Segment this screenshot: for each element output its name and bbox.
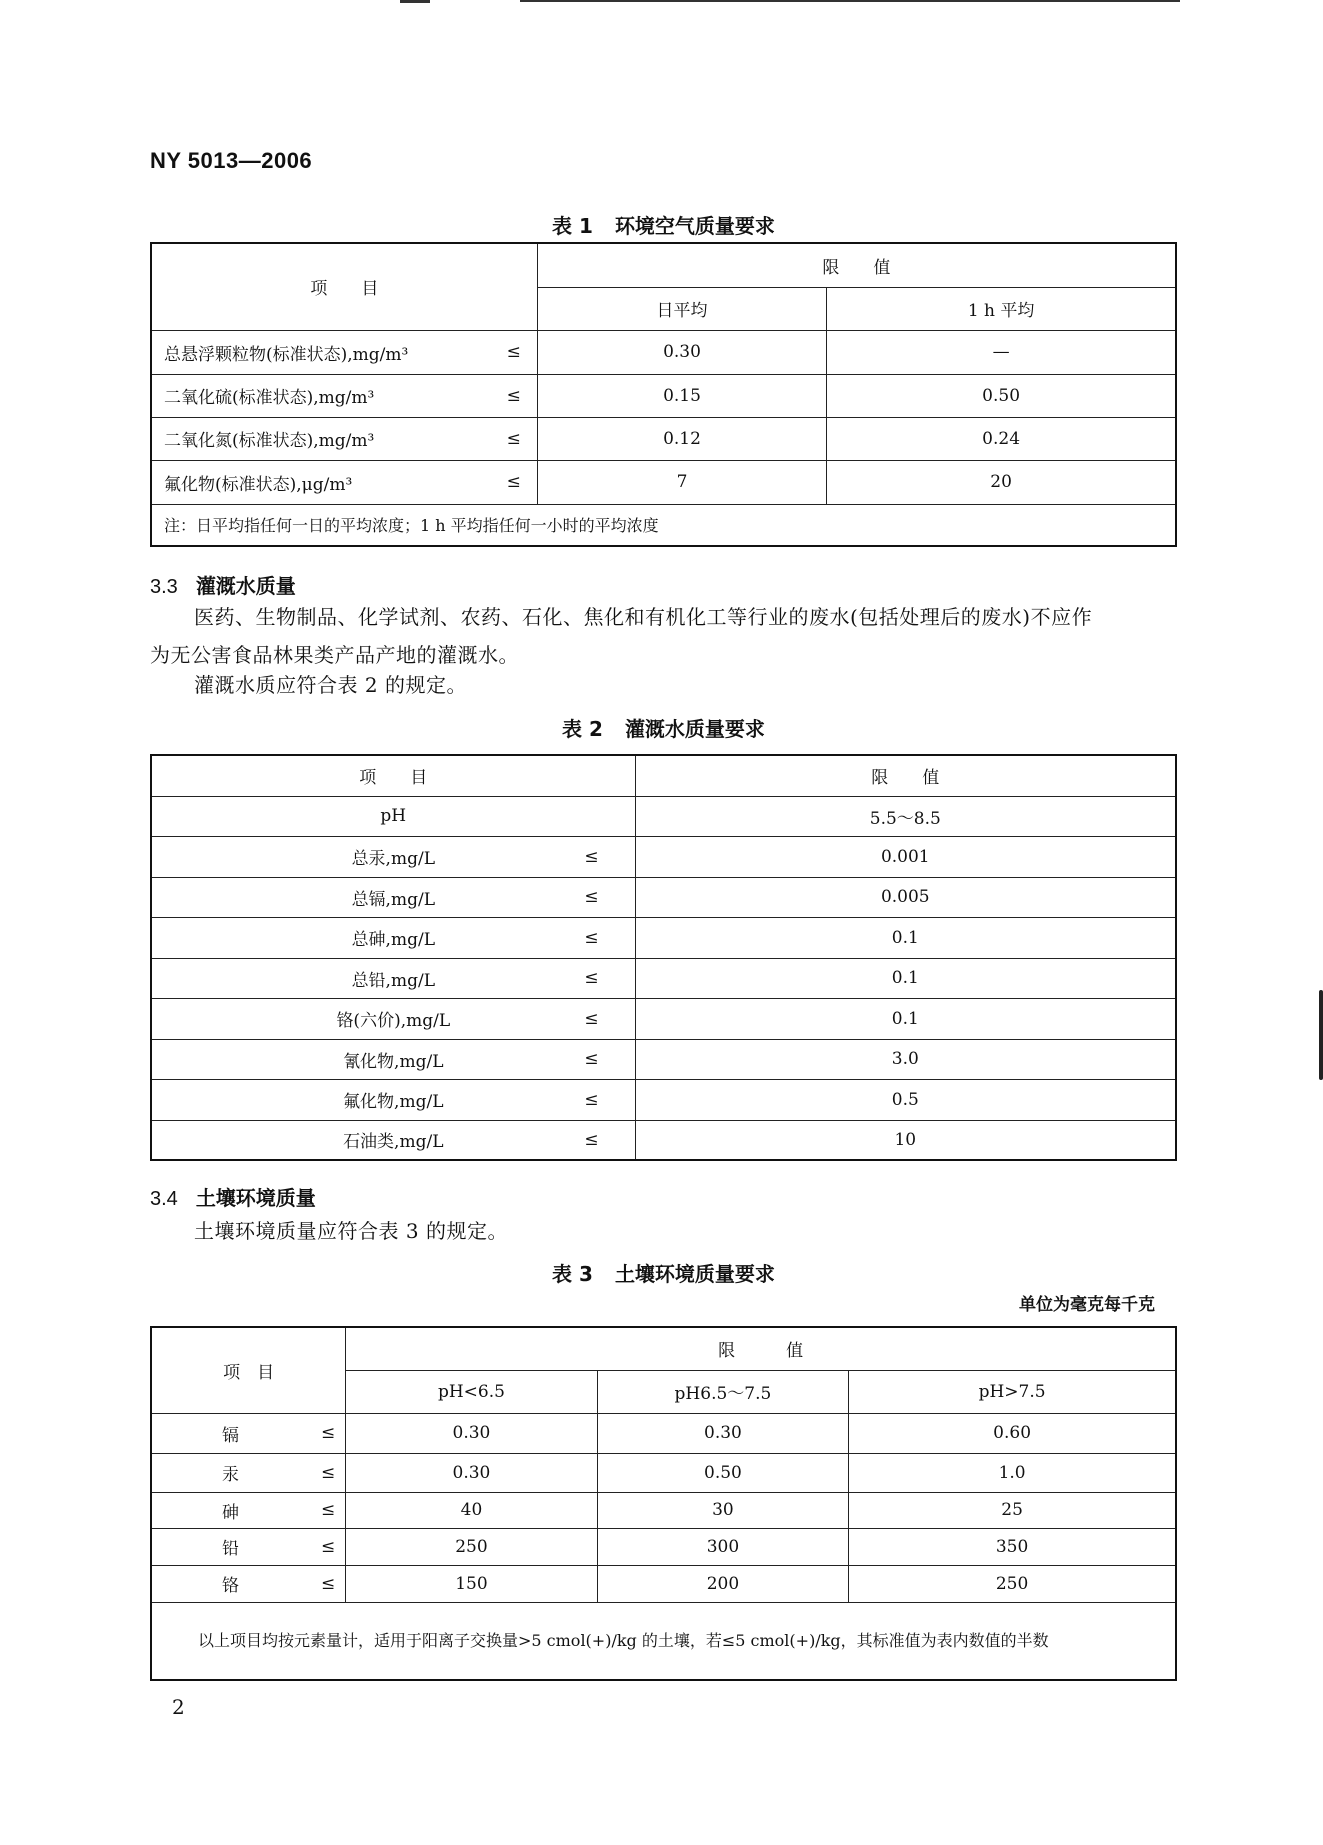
table-cell-item: [151, 998, 635, 1039]
table-cell-hourly: 20: [827, 460, 1176, 504]
table-cell-item: [151, 460, 537, 504]
item-label: 铬: [222, 1576, 239, 1596]
le-symbol: ≤: [320, 1536, 336, 1557]
paragraph-line: 灌溉水质应符合表 2 的规定。: [194, 673, 467, 697]
item-label: 总汞,mg/L: [351, 849, 435, 869]
table-cell-value: 40: [346, 1492, 598, 1528]
item-label: 总镉,mg/L: [351, 889, 435, 910]
item-label: 总铅,mg/L: [351, 970, 435, 991]
paragraph-line: 医药、生物制品、化学试剂、农药、石化、焦化和有机化工等行业的废水(包括处理后的废水)不应作: [194, 605, 1093, 629]
item-label: 二氧化硫(标准状态),mg/m³: [164, 388, 375, 408]
item-label: 石油类,mg/L: [343, 1132, 444, 1153]
table-cell-value: 0.30: [597, 1413, 848, 1453]
le-symbol: ≤: [506, 385, 521, 406]
table-row: [151, 1413, 1176, 1453]
table-cell-value: 150: [346, 1565, 598, 1602]
item-label: 铬(六价),mg/L: [336, 1011, 451, 1031]
table2-header-item: 项 目: [151, 755, 635, 796]
le-symbol: ≤: [584, 887, 599, 907]
table1-caption: [150, 210, 1177, 239]
table-row: [151, 796, 1176, 836]
le-symbol: ≤: [584, 927, 599, 948]
le-symbol: ≤: [506, 428, 521, 449]
item-label: 二氧化氮(标准状态),mg/m³: [164, 431, 375, 451]
section-title: 灌溉水质量: [195, 574, 296, 598]
table3-header-item: 项 目: [151, 1327, 346, 1413]
table1-header-hourly: 1 h 平均: [827, 287, 1176, 330]
table-row: [151, 836, 1176, 877]
table3-title: 土壤环境质量要求: [614, 1262, 775, 1286]
table3-header-ph-mid: pH6.5～7.5: [597, 1370, 848, 1413]
table2-irrigation-water: [150, 754, 1177, 1161]
le-symbol: ≤: [584, 1008, 599, 1029]
table-row: [151, 374, 1176, 417]
table-cell-value: 10: [635, 1120, 1176, 1160]
table-row: [151, 1565, 1176, 1602]
table-row: [151, 1453, 1176, 1492]
table-cell-daily: 0.30: [537, 330, 826, 374]
paragraph-line: 土壤环境质量应符合表 3 的规定。: [194, 1219, 508, 1243]
table-cell-value: 0.001: [635, 836, 1176, 877]
section-3-4-paragraph: [150, 1212, 1180, 1250]
table-cell-item: [151, 877, 635, 917]
item-label: 砷: [222, 1502, 239, 1523]
table3-number: 表 3: [552, 1262, 593, 1286]
table-cell-daily: 0.12: [537, 417, 826, 460]
table-cell-value: 0.50: [597, 1453, 848, 1492]
table-cell-value: 0.005: [635, 877, 1176, 917]
table-cell-value: 350: [849, 1528, 1176, 1565]
table-cell-item: [151, 330, 537, 374]
table-cell-item: [151, 917, 635, 958]
table-cell-value: 0.1: [635, 998, 1176, 1039]
table-cell-item: [151, 1079, 635, 1120]
table-row: [151, 1492, 1176, 1528]
table-cell-hourly: 0.24: [827, 417, 1176, 460]
table3-header-limit: 限 值: [346, 1327, 1176, 1370]
item-label: 总砷,mg/L: [351, 930, 435, 950]
table-cell-hourly: 0.50: [827, 374, 1176, 417]
table-row: [151, 1079, 1176, 1120]
scan-top-mark-1: [400, 0, 430, 3]
table-cell-value: 250: [346, 1528, 598, 1565]
table-cell-item: [151, 1120, 635, 1160]
table3-caption: [150, 1258, 1177, 1287]
table1-header-daily: 日平均: [537, 287, 826, 330]
table2-caption: [150, 713, 1177, 742]
table-row: [151, 1039, 1176, 1079]
section-title: 土壤环境质量: [195, 1186, 316, 1210]
le-symbol: ≤: [584, 1129, 599, 1150]
table3-header-ph-high: pH>7.5: [849, 1370, 1176, 1413]
table-cell-daily: 7: [537, 460, 826, 504]
table-cell-value: 30: [597, 1492, 848, 1528]
document-id: NY 5013—2006: [150, 148, 313, 173]
item-label: 氟化物,mg/L: [343, 1092, 444, 1112]
item-label: 镉: [222, 1425, 239, 1446]
table1-number: 表 1: [552, 214, 593, 238]
table-row: [151, 330, 1176, 374]
table-cell-item: [151, 374, 537, 417]
table1-title: 环境空气质量要求: [614, 214, 775, 238]
table-row: [151, 1120, 1176, 1160]
table-cell-value: 300: [597, 1528, 848, 1565]
table3-header-ph-low: pH<6.5: [346, 1370, 598, 1413]
table-cell-value: 0.1: [635, 958, 1176, 998]
table1-air-quality: [150, 242, 1177, 547]
le-symbol: ≤: [584, 1089, 599, 1110]
section-number: 3.3: [150, 576, 178, 598]
item-label: 总悬浮颗粒物(标准状态),mg/m³: [164, 344, 409, 365]
table-cell-item: [151, 1492, 346, 1528]
table2-title: 灌溉水质量要求: [624, 717, 765, 741]
le-symbol: ≤: [320, 1573, 336, 1594]
le-symbol: ≤: [320, 1423, 336, 1443]
item-label: 氰化物,mg/L: [343, 1051, 444, 1072]
section-3-3-paragraph-1: [150, 598, 1180, 674]
table-cell-item: [151, 1039, 635, 1079]
scan-top-mark-2: [520, 0, 1180, 2]
table-cell-value: 0.1: [635, 917, 1176, 958]
table-cell-item: [151, 1565, 346, 1602]
table-row: [151, 958, 1176, 998]
le-symbol: ≤: [320, 1500, 336, 1520]
table3-unit: 单位为毫克每千克: [1019, 1295, 1155, 1315]
table-row: [151, 417, 1176, 460]
section-number: 3.4: [150, 1188, 178, 1210]
table2-number: 表 2: [562, 717, 603, 741]
table2-header-limit: 限 值: [635, 755, 1176, 796]
page-number: 2: [172, 1695, 185, 1719]
table-cell-value: 0.30: [346, 1413, 598, 1453]
table-cell-item: pH: [151, 796, 635, 836]
le-symbol: ≤: [584, 968, 599, 988]
table-cell-daily: 0.15: [537, 374, 826, 417]
table-cell-value: 250: [849, 1565, 1176, 1602]
le-symbol: ≤: [584, 846, 599, 867]
table-cell-value: 3.0: [635, 1039, 1176, 1079]
table-cell-value: 0.60: [849, 1413, 1176, 1453]
table-cell-item: [151, 1528, 346, 1565]
paragraph-line: 为无公害食品林果类产品产地的灌溉水。: [150, 643, 519, 667]
table-cell-item: [151, 417, 537, 460]
table-cell-item: [151, 1453, 346, 1492]
table-row: [151, 998, 1176, 1039]
table-cell-value: 0.5: [635, 1079, 1176, 1120]
table-cell-item: [151, 836, 635, 877]
le-symbol: ≤: [506, 342, 521, 362]
scan-edge-mark: [1319, 990, 1323, 1080]
table1-header-limit: 限 值: [537, 243, 1176, 287]
table-row: [151, 917, 1176, 958]
section-3-4-heading: [150, 1182, 316, 1211]
item-label: 铅: [222, 1539, 239, 1559]
table3-soil-quality: [150, 1326, 1177, 1681]
section-3-3-paragraph-2: [150, 666, 1180, 704]
table3-note: 以上项目均按元素量计，适用于阳离子交换量>5 cmol(+)/kg 的土壤，若≤5 cmol(+)/kg，其标准值为表内数值的半数: [151, 1602, 1176, 1680]
table-cell-value: 1.0: [849, 1453, 1176, 1492]
table-cell-item: [151, 1413, 346, 1453]
item-label: 汞: [222, 1465, 239, 1485]
table1-header-item: 项 目: [151, 243, 537, 330]
table-cell-value: 200: [597, 1565, 848, 1602]
table-row: [151, 460, 1176, 504]
le-symbol: ≤: [320, 1462, 336, 1483]
section-3-3-heading: [150, 570, 296, 599]
table-cell-value: 25: [849, 1492, 1176, 1528]
table-row: [151, 1528, 1176, 1565]
table-cell-item: [151, 958, 635, 998]
table1-note: 注：日平均指任何一日的平均浓度；1 h 平均指任何一小时的平均浓度: [151, 504, 1176, 546]
table-cell-value: 0.30: [346, 1453, 598, 1492]
le-symbol: ≤: [506, 472, 521, 492]
le-symbol: ≤: [584, 1049, 599, 1069]
table-row: [151, 877, 1176, 917]
table-cell-value: 5.5～8.5: [635, 796, 1176, 836]
table-cell-hourly: —: [827, 330, 1176, 374]
item-label: 氟化物(标准状态),μg/m³: [164, 474, 353, 495]
